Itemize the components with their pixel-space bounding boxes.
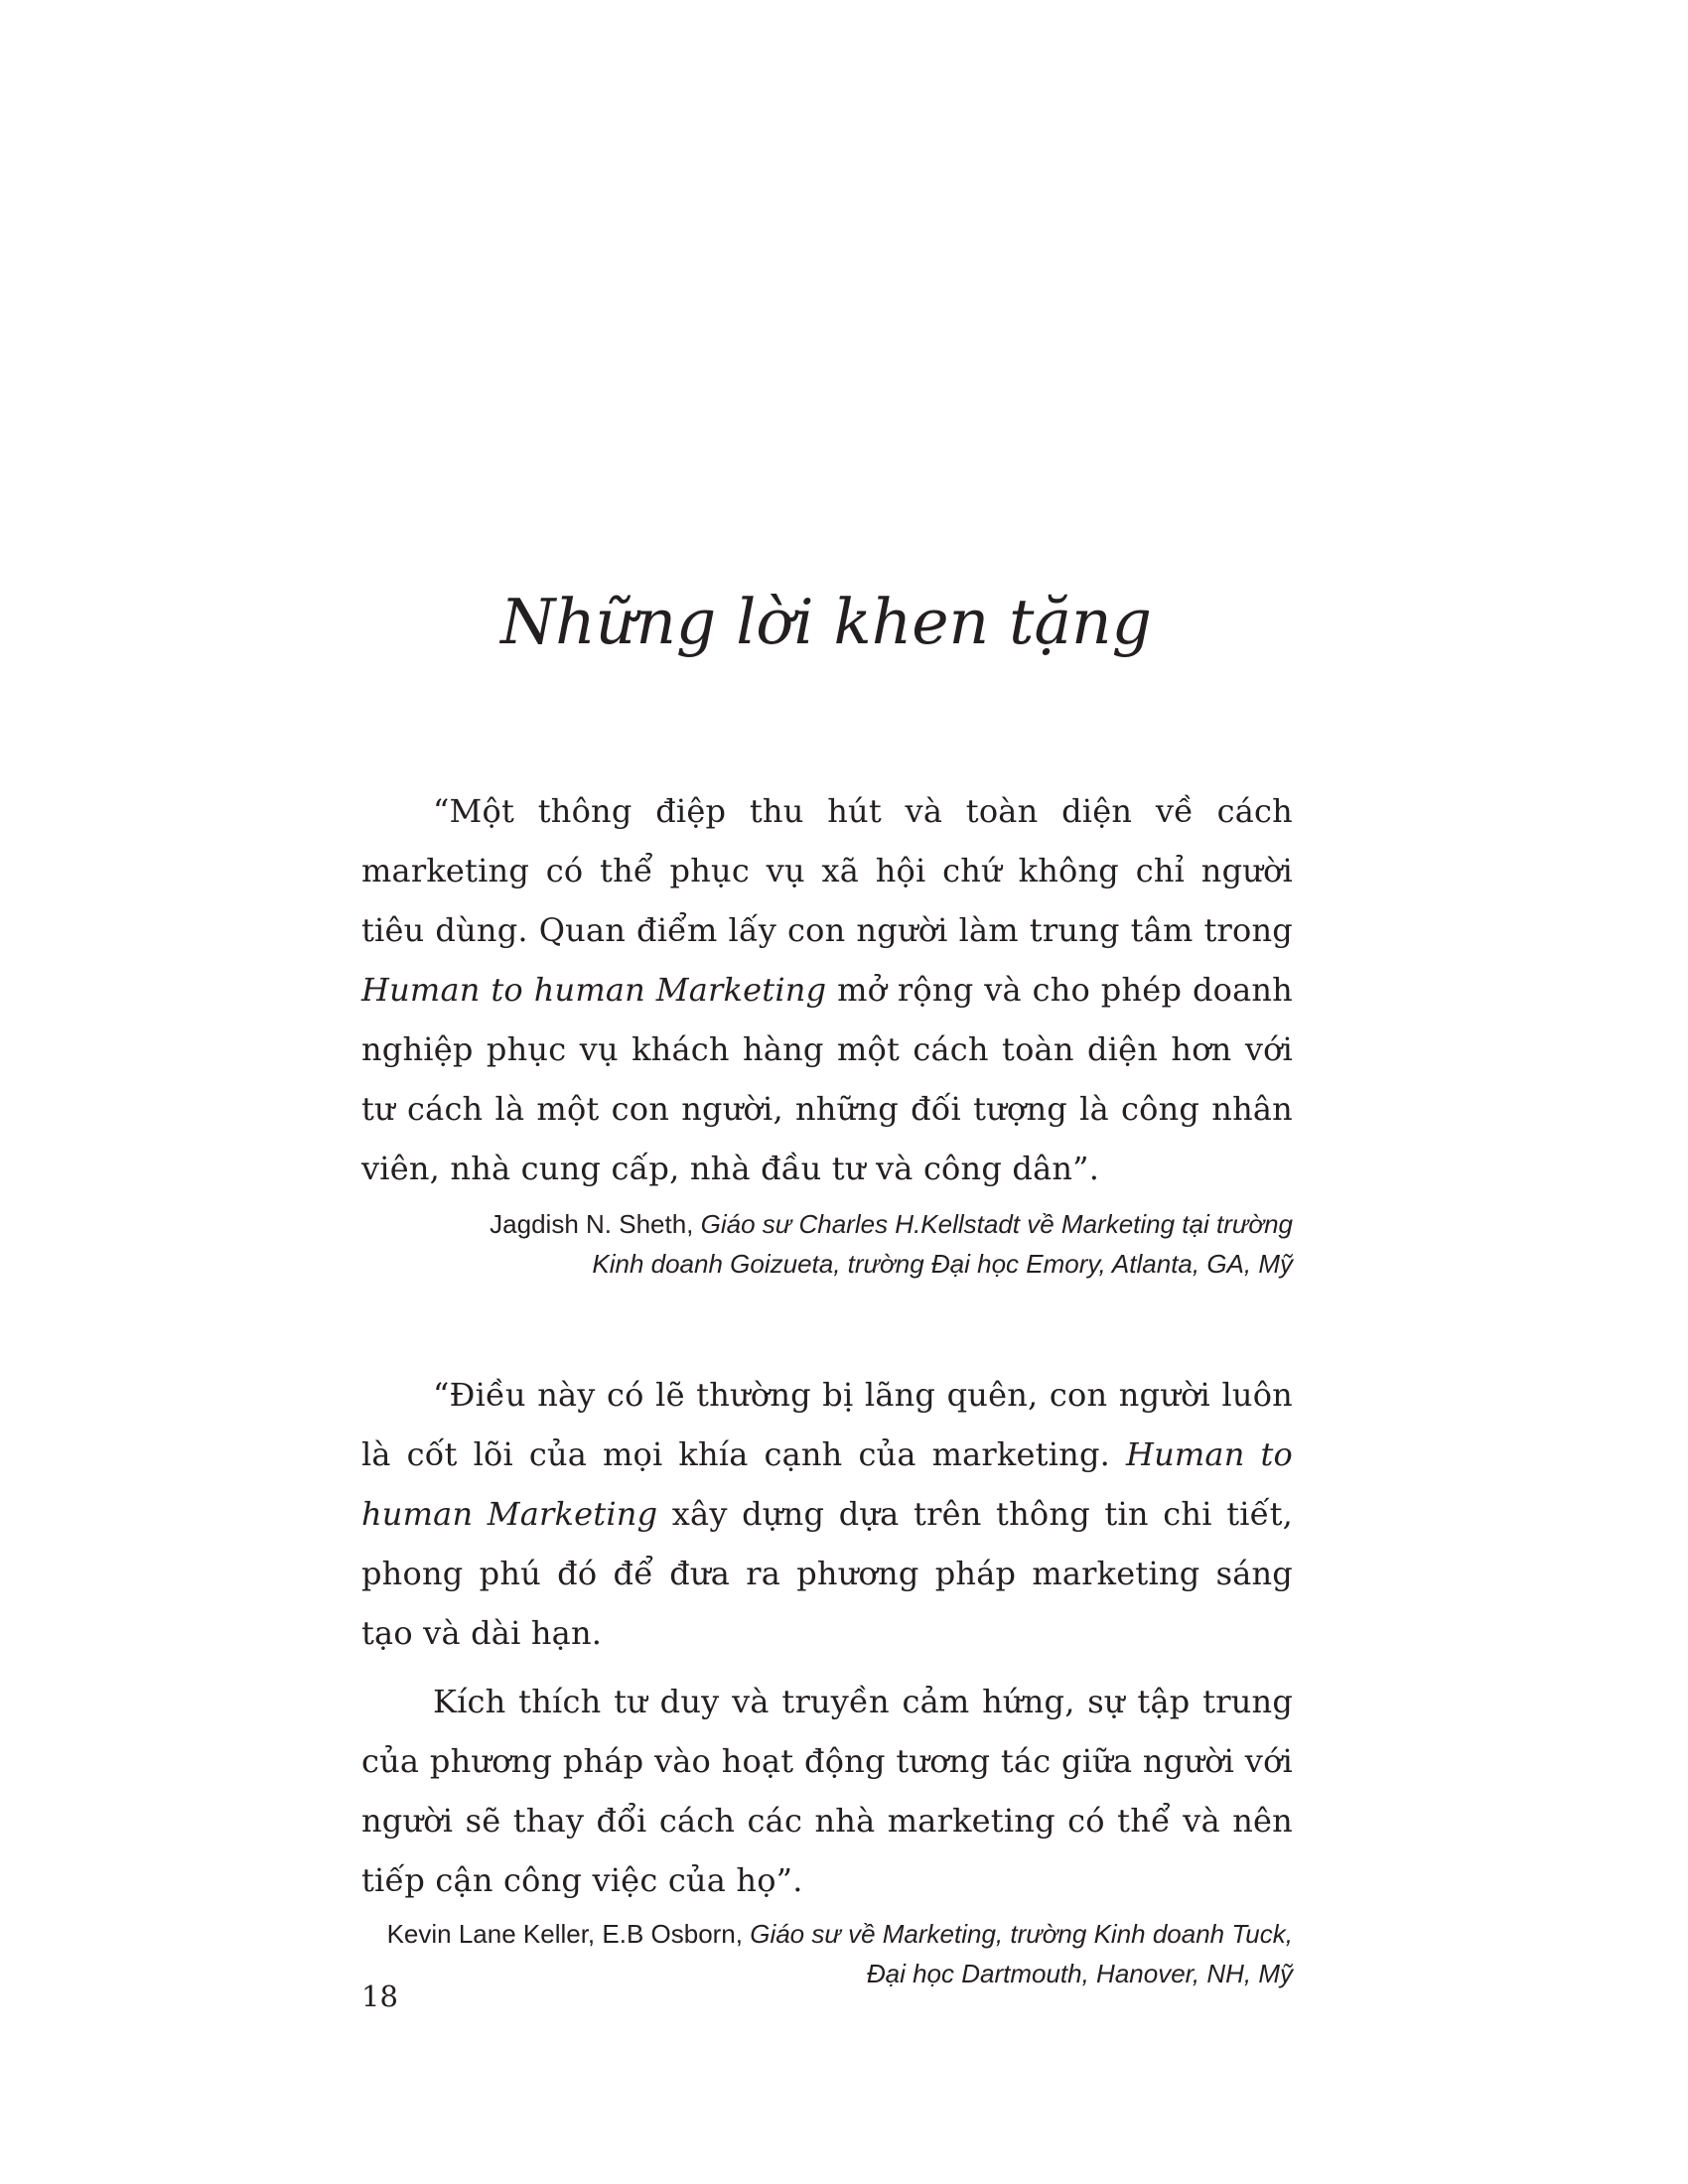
attribution-name: Kevin Lane Keller, E.B Osborn, — [386, 1919, 751, 1949]
attribution-affiliation: Kinh doanh Goizueta, trường Đại học Emory, Atlanta, GA, Mỹ — [592, 1249, 1293, 1279]
attribution-title: Giáo sư Charles H.Kellstadt về Marketing tại trường — [700, 1209, 1293, 1239]
quote-paragraph — [361, 781, 1293, 1198]
quote-text: “Điều này có lẽ thường bị lãng quên, con người luôn là cốt lõi của mọi khía cạnh của marketing. — [361, 1376, 1293, 1473]
testimonial-sheth — [361, 781, 1293, 1284]
attribution-name: Jagdish N. Sheth, — [490, 1209, 701, 1239]
quote-text: xây dựng dựa trên thông tin chi tiết, phong phú đó để đưa ra phương pháp marketing sáng tạo và dài hạn. — [361, 1495, 1294, 1652]
book-title: Human to human Marketing — [361, 1435, 1293, 1533]
page-title: Những lời khen tặng — [500, 586, 1152, 658]
attribution — [361, 1204, 1293, 1284]
testimonial-keller — [361, 1365, 1293, 1993]
quote-text: mở rộng và cho phép doanh nghiệp phục vụ khách hàng một cách toàn diện hơn với tư cách là một con người, những đối tượng là công nhân viên, nhà cung cấp, nhà đầu tư và công dân”. — [361, 971, 1293, 1187]
quote-text: “Một thông điệp thu hút và toàn diện về cách marketing có thể phục vụ xã hội chứ không chỉ người tiêu dùng. Quan điểm lấy con người làm trung tâm trong — [361, 792, 1293, 949]
page-number: 18 — [361, 1979, 398, 2013]
quote-paragraph: Kích thích tư duy và truyền cảm hứng, sự tập trung của phương pháp vào hoạt động tương tác giữa người với người sẽ thay đổi cách các nhà marketing có thể và nên tiếp cận công việc của họ”. — [361, 1683, 1293, 1899]
quote-paragraph — [361, 1365, 1293, 1663]
attribution — [361, 1914, 1293, 1993]
attribution-title: Giáo sư về Marketing, trường Kinh doanh Tuck, — [750, 1919, 1293, 1949]
book-title: Human to human Marketing — [361, 971, 827, 1009]
attribution-affiliation: Đại học Dartmouth, Hanover, NH, Mỹ — [866, 1959, 1293, 1988]
